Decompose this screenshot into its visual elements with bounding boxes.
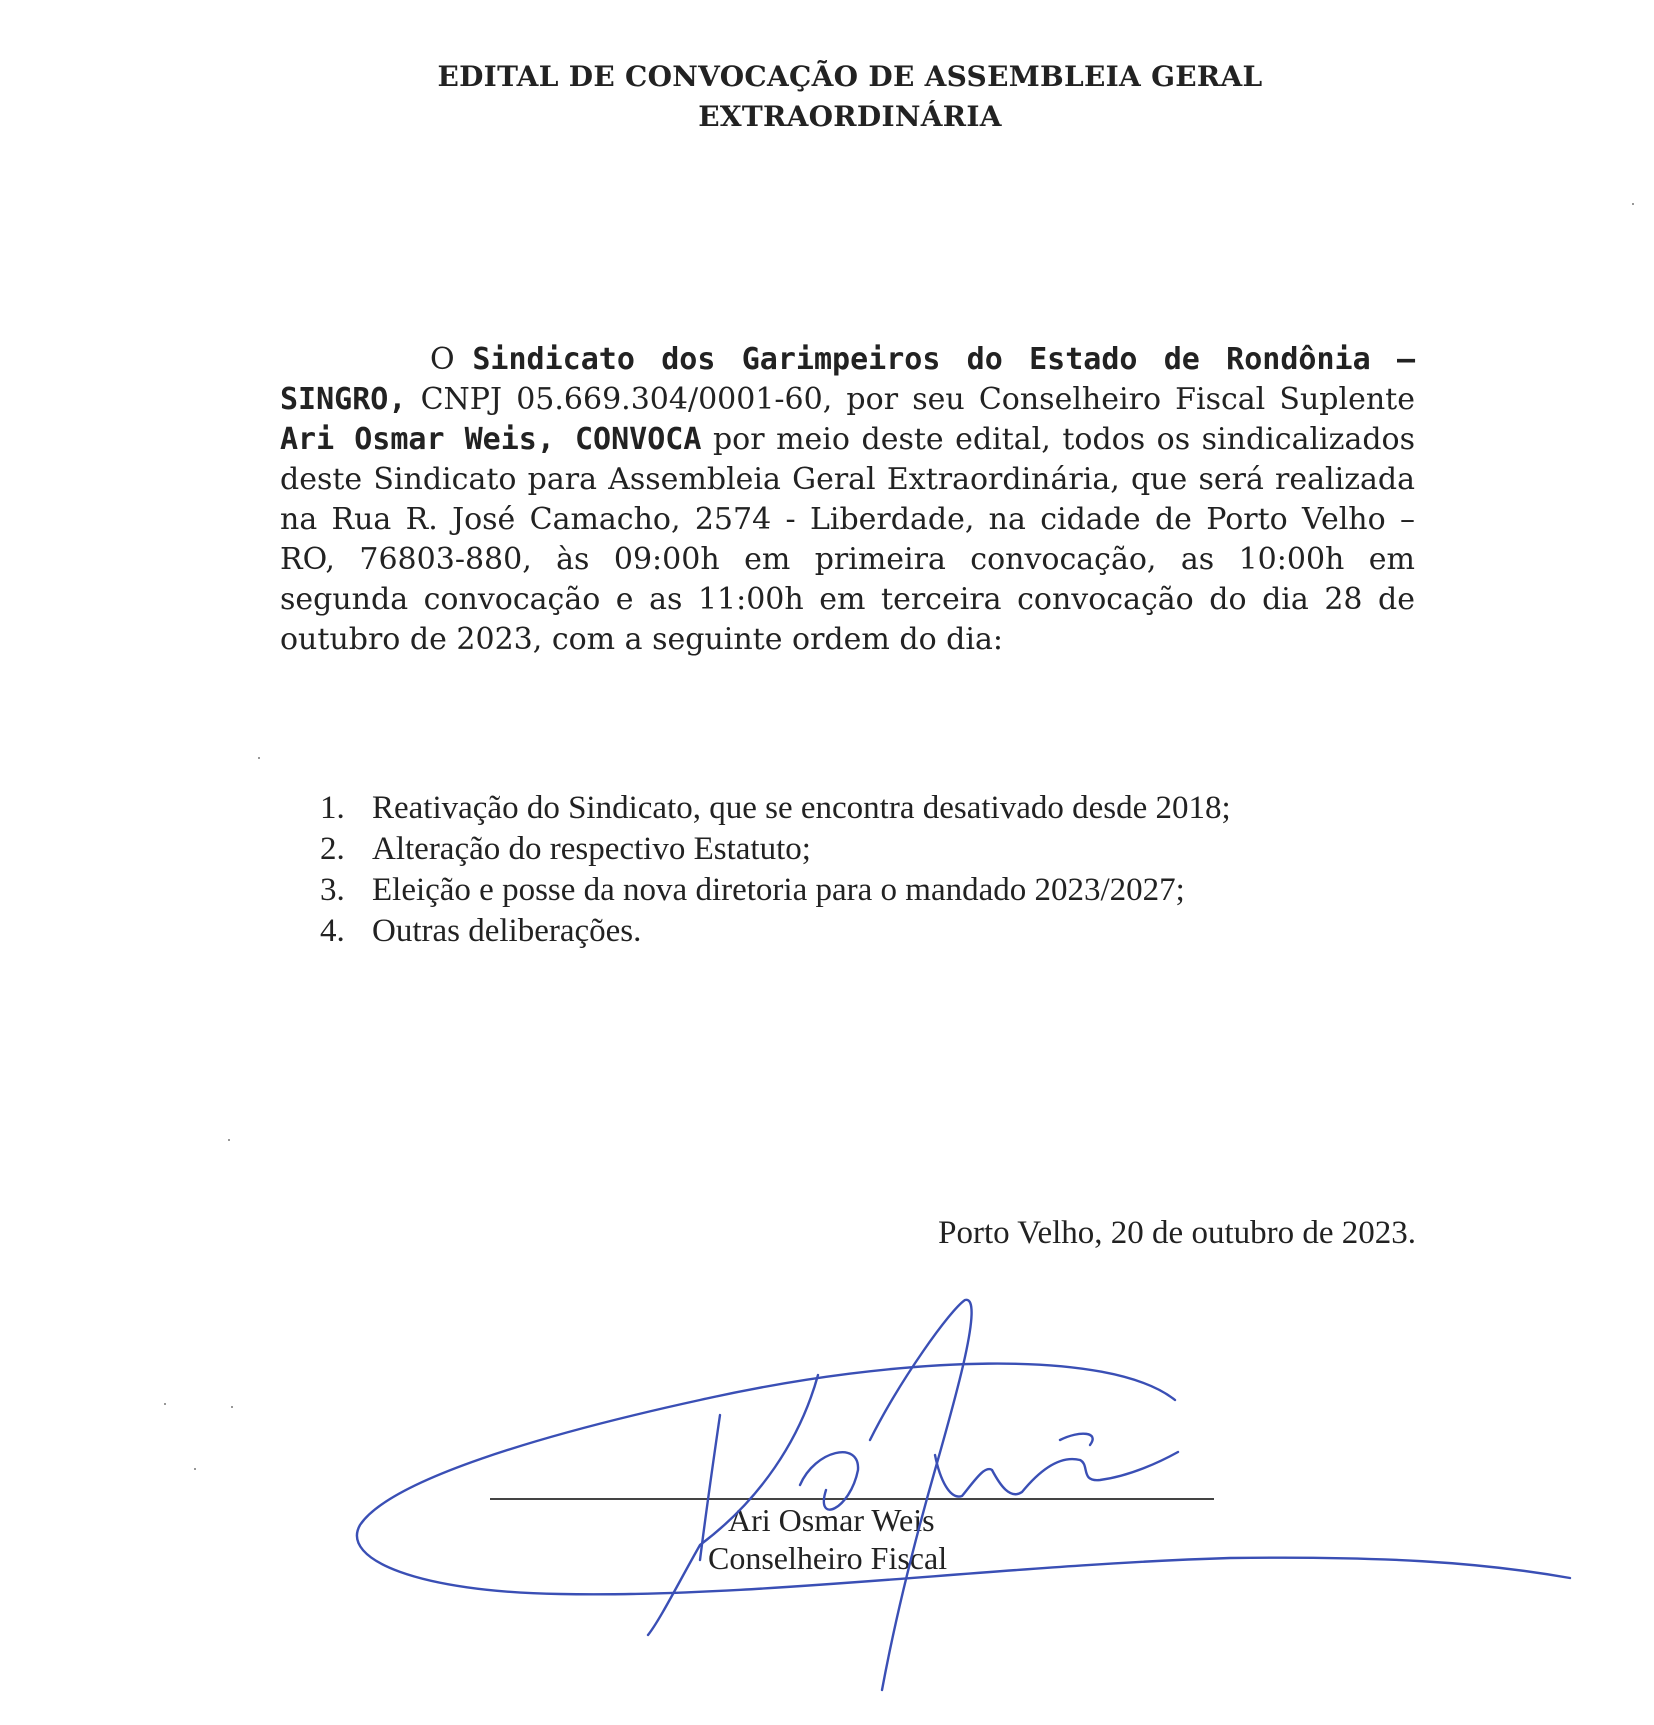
agenda-item-number: 2. [320, 831, 345, 867]
scan-speck [194, 1468, 196, 1470]
scan-speck [258, 757, 260, 759]
agenda-item-number: 1. [320, 790, 345, 826]
title-line-1: EDITAL DE CONVOCAÇÃO DE ASSEMBLEIA GERAL [437, 60, 1263, 93]
organization-name: Sindicato dos Garimpeiros do Estado de Rondônia – SINGRO, [280, 342, 1416, 417]
agenda-item-number: 3. [320, 872, 345, 908]
agenda-item-text: Alteração do respectivo Estatuto; [372, 831, 811, 867]
place-and-date: Porto Velho, 20 de outubro de 2023. [938, 1215, 1416, 1251]
paragraph-part-3: por meio deste edital, todos os sindicalizados deste Sindicato para Assembleia Geral Extraordinária, que será realizada na Rua R. José Camacho, 2574 - Liberdade, na cidade de Porto Velho – RO, 76803-880, às 09:00h em primeira convocação, as 10:00h em segunda convocação e as 11:00h em terceira convocação do dia 28 de outubro de 2023, com a seguinte ordem do dia: [280, 422, 1415, 657]
convener-name: Ari Osmar Weis, CONVOCA [280, 422, 702, 457]
scan-speck [1632, 203, 1634, 205]
signer-role: Conselheiro Fiscal [708, 1540, 948, 1576]
agenda-item-text: Eleição e posse da nova diretoria para o mandado 2023/2027; [372, 872, 1185, 908]
paragraph-part-2: CNPJ 05.669.304/0001-60, por seu Conselheiro Fiscal Suplente [406, 382, 1415, 417]
scan-speck [228, 1139, 230, 1141]
agenda-item-number: 4. [320, 913, 345, 949]
scan-speck [164, 1403, 166, 1405]
title-line-2: EXTRAORDINÁRIA [698, 100, 1002, 133]
paragraph-part-1: O [430, 342, 473, 377]
agenda-item-text: Outras deliberações. [372, 913, 642, 949]
agenda-item-text: Reativação do Sindicato, que se encontra desativado desde 2018; [372, 790, 1231, 826]
scan-speck [231, 1406, 233, 1408]
signer-name: Ari Osmar Weis [728, 1502, 935, 1538]
